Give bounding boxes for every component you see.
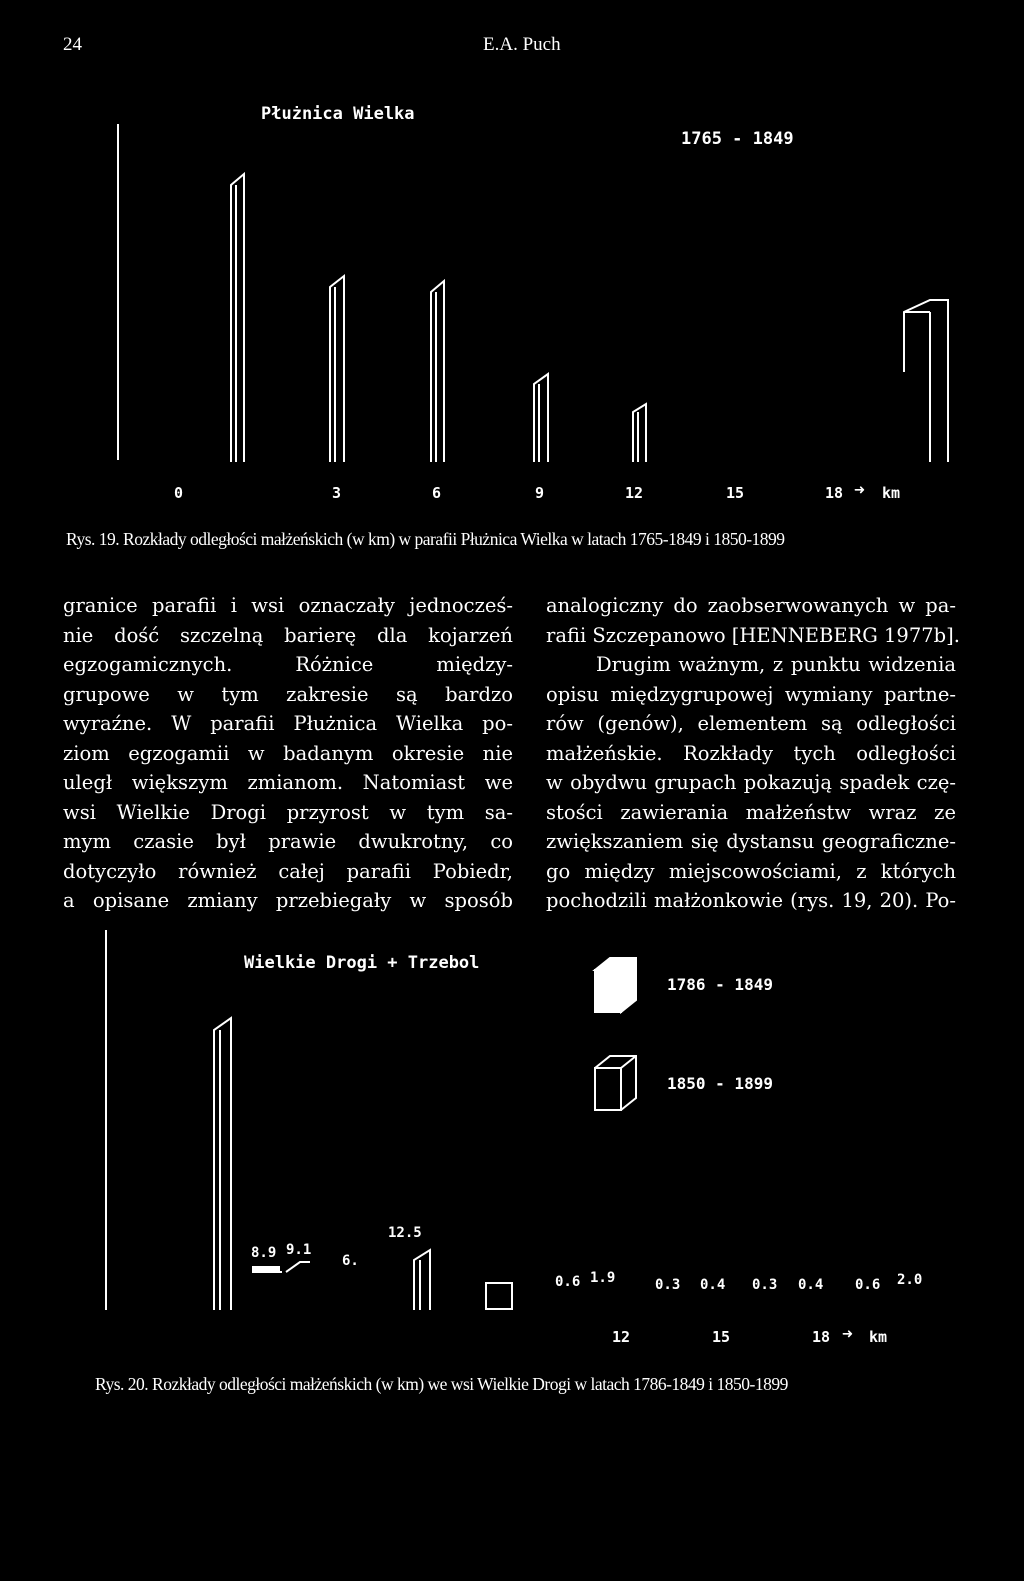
- value-label: 0.4: [798, 1277, 824, 1293]
- value-label: 8.9: [251, 1245, 277, 1261]
- figure20-tick-15: 15: [712, 1328, 731, 1346]
- figure19-caption: Rys. 19. Rozkłady odległości małżeńskich (w km) w parafii Płużnica Wielka w latach 1765-1849 i 1850-1899: [66, 529, 785, 549]
- text-line: go między miejscowościami, z których: [546, 859, 956, 883]
- value-label: 0.4: [700, 1277, 726, 1293]
- legend-solid-box: [595, 970, 621, 1012]
- value-label: 2.0: [897, 1272, 923, 1288]
- text-line: ziom egzogamii w badanym okresie nie: [63, 741, 513, 765]
- figure19-title: Płużnica Wielka: [261, 104, 415, 124]
- figure20-bar: [486, 1283, 512, 1309]
- figure19-tick-18: 18: [825, 484, 844, 502]
- value-label: 6.: [342, 1253, 359, 1269]
- legend-label-1850: 1850 - 1899: [667, 1074, 773, 1093]
- figure19-tick-3: 3: [332, 484, 342, 502]
- text-line: dotyczyło również całej parafii Pobiedr,: [63, 859, 513, 883]
- value-label: 0.6: [855, 1277, 881, 1293]
- figure20-unit: km: [869, 1328, 888, 1346]
- figure19-tick-0: 0: [174, 484, 184, 502]
- text-line: wsi Wielkie Drogi przyrost w tym sa-: [63, 800, 513, 824]
- figure19-tick-12: 12: [625, 484, 644, 502]
- page-number: 24: [63, 34, 82, 55]
- legend-outline-box: [595, 1068, 621, 1110]
- figure20-title: Wielkie Drogi + Trzebol: [244, 953, 480, 973]
- figure20-tick-12: 12: [612, 1328, 631, 1346]
- text-line: rów (genów), elementem są odległości: [546, 712, 956, 735]
- text-line: zwiększaniem się dystansu geograficzne-: [546, 830, 956, 853]
- text-line: rafii Szczepanowo [HENNEBERG 1977b].: [546, 623, 960, 647]
- figure19-tick-6: 6: [432, 484, 442, 502]
- text-line: mym czasie był prawie dwukrotny, co: [63, 830, 513, 853]
- text-line: analogiczny do zaobserwowanych w pa-: [546, 594, 956, 617]
- value-label: 0.3: [752, 1277, 778, 1293]
- text-line: w obydwu grupach pokazują spadek czę-: [546, 771, 956, 794]
- text-line: Drugim ważnym, z punktu widzenia: [596, 653, 956, 676]
- text-line: uległ większym zmianom. Natomiast we: [63, 771, 513, 794]
- text-line: małżeńskie. Rozkłady tych odległości: [546, 741, 956, 765]
- figure19-tick-9: 9: [535, 484, 545, 502]
- figure20-tick-18: 18: [812, 1328, 831, 1346]
- text-line: grupowe w tym zakresie są bardzo: [63, 682, 513, 706]
- text-line: egzogamicznych. Różnice między-: [63, 653, 513, 676]
- figure20-caption: Rys. 20. Rozkłady odległości małżeńskich (w km) we wsi Wielkie Drogi w latach 1786-1849 i 1850-1899: [95, 1374, 788, 1394]
- figure20-bar: [214, 1018, 231, 1310]
- text-line: granice parafii i wsi oznaczały jednocześ-: [63, 594, 513, 617]
- text-line: opisu międzygrupowej wymiany partne-: [546, 682, 956, 706]
- text-line: nie dość szczelną barierę dla kojarzeń: [63, 623, 513, 647]
- running-head: E.A. Puch: [483, 34, 561, 55]
- legend-label-1786: 1786 - 1849: [667, 975, 773, 994]
- figure19-arrow-icon: ➜: [854, 480, 865, 501]
- figure19-period: 1765 - 1849: [681, 129, 794, 149]
- text-line: wyraźne. W parafii Płużnica Wielka po-: [63, 712, 513, 735]
- value-label: 9.1: [286, 1242, 312, 1258]
- text-line: a opisane zmiany przebiegały w sposób: [63, 889, 513, 912]
- figure19-unit: km: [882, 484, 901, 502]
- text-line: stości zawierania małżeństw wraz ze: [546, 800, 956, 824]
- value-label: 0.3: [655, 1277, 681, 1293]
- text-line: pochodzili małżonkowie (rys. 19, 20). Po-: [546, 889, 956, 912]
- value-label: 1.9: [590, 1270, 616, 1286]
- figure20-arrow-icon: ➜: [842, 1324, 853, 1345]
- value-label: 12.5: [388, 1225, 422, 1241]
- figure19-tick-15: 15: [726, 484, 745, 502]
- value-label: 0.6: [555, 1274, 581, 1290]
- figure20-bar: [414, 1250, 430, 1310]
